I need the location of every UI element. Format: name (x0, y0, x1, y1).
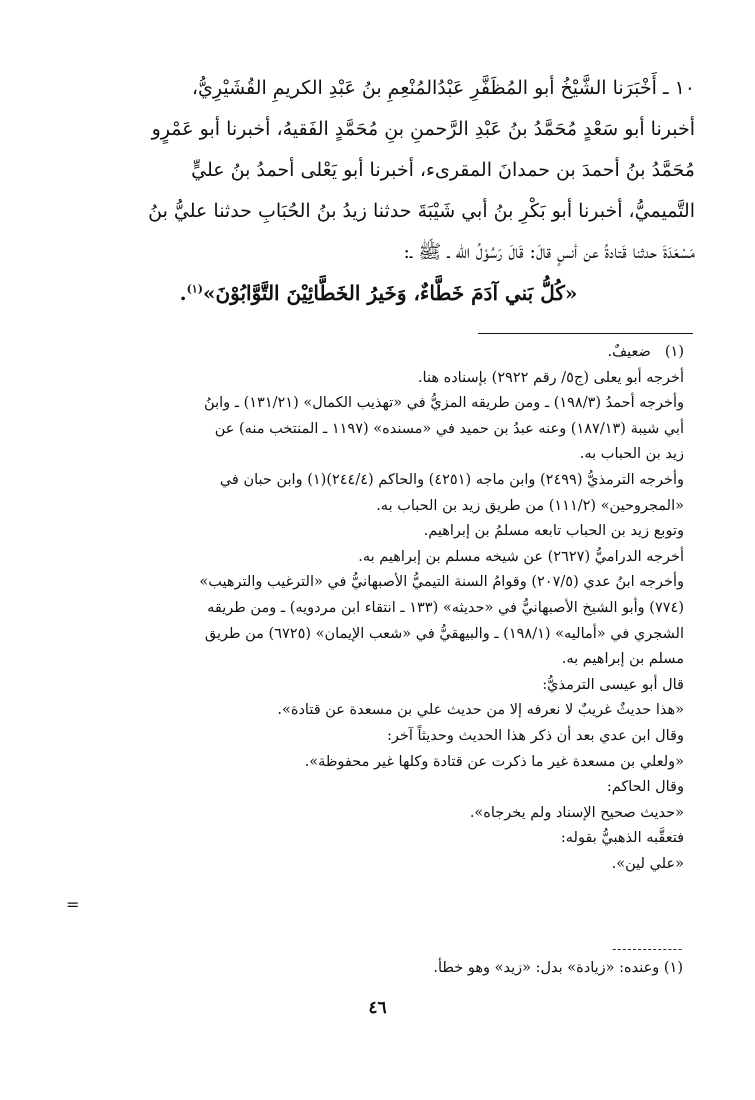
footnote-line: وأخرجه الترمذيُّ (٢٤٩٩) وابن ماجه (٤٢٥١) والحاكم (٢٤٤/٤)(١) وابن حبان في (219, 471, 684, 488)
quote-tirmidhi: «هذا حديثٌ غريبٌ لا نعرفه إلا من حديث علي بن مسعدة عن قتادة». (277, 702, 684, 719)
footnote-line: وقال ابن عدي بعد أن ذكر هذا الحديث وحديثاً آخر: (386, 727, 684, 744)
footnote-grade: ضعيفٌ. (607, 344, 651, 360)
footnote-line: أخرجه أبو يعلى (ج٥/ رقم ٢٩٢٢) بإسناده هنا. (417, 369, 684, 386)
footnote-line: «المجروحين» (١١١/٢) من طريق زيد بن الحباب به. (376, 497, 684, 514)
main-line: مَسْعَدَةَ حدثنا قَتادةُ عن أنسٍ قالَ: قَالَ رَسُوْلُ الله ـ ﷺ ـ: (403, 241, 695, 263)
footnote-line: مسلم بن إبراهيم به. (561, 651, 684, 668)
quote-ibn-adi: «ولعلي بن مسعدة غير ما ذكرت عن قتادة وكلها غير محفوظة». (304, 753, 684, 770)
footnote-marker: (١) (664, 344, 684, 360)
continuation-mark: = (66, 895, 80, 914)
sub-footnote: (١) وعنده: «زيادة» بدل: «زيد» وهو خطأ. (433, 960, 683, 976)
footnote-line: أبي شيبة (١٨٧/١٣) وعنه عبدُ بن حميد في «مسنده» (١١٩٧ ـ المنتخب منه) عن (214, 420, 684, 437)
footnote-line: أخرجه الدراميُّ (٢٦٢٧) عن شيخه مسلم بن إبراهيم به. (358, 548, 684, 565)
footnote-line: زيد بن الحباب به. (579, 446, 684, 463)
footnote-line: قال أبو عيسى الترمذيُّ: (542, 676, 684, 693)
main-line: التَّميميُّ، أخبرنا أبو بَكْرِ بنُ أبي شَيْبَةَ حدثنا زيدُ بنُ الحُبَابِ حدثنا عليُّ بنُ (148, 200, 695, 222)
hadith-quote: «كُلُّ بَني آدَمَ خَطَّاءٌ، وَخَيرُ الخَطَّائِيْنَ التَّوَّابُوْنَ» (202, 281, 578, 305)
footnote-line: (٧٧٤) وأبو الشيخ الأصبهانيُّ في «حديثه» (١٣٣ ـ انتقاء ابن مردويه) ـ ومن طريقه (207, 599, 684, 616)
dashed-separator: -------------- (612, 942, 683, 956)
footnote-line: وأخرجه ابنُ عدي (٢٠٧/٥) وقوامُ السنة التيميُّ الأصبهانيُّ في «الترغيب والترهيب» (199, 574, 684, 591)
footnote-line: وأخرجه أحمدُ (١٩٨/٣) ـ ومن طريقه المزيُّ في «تهذيب الكمال» (١٣١/٢١) ـ وابنُ (204, 395, 684, 412)
main-line: ١٠ ـ أَخْبَرَنا الشَّيْخُ أبو المُظَفَّرِ عَبْدُالمُنْعِمِ بنُ عَبْدِ الكريمِ القُشَيْرِيُّ، (191, 77, 695, 99)
main-line: مُحَمَّدُ بنُ أحمدَ بن حمدانَ المقرىء، أخبرنا أبو يَعْلى أحمدُ بنُ عليٍّ (191, 159, 695, 181)
footnote-separator (478, 333, 693, 334)
footnote-line: فتعقَّبه الذهبيُّ بقوله: (560, 830, 684, 847)
footnotes (72, 340, 684, 877)
hadith-block (62, 68, 695, 314)
footnote-line: وقال الحاكم: (606, 779, 684, 796)
footnote-ref: (١) (186, 282, 203, 296)
page-number: ٤٦ (368, 998, 387, 1018)
footnote-line: وتوبع زيد بن الحباب تابعه مسلمُ بن إبراهيم. (423, 523, 684, 540)
quote-dhahabi: «علي لين». (611, 855, 684, 872)
quote-hakim: «حديث صحيح الإسناد ولم يخرجاه». (469, 804, 684, 821)
main-line: أخبرنا أبو سَعْدٍ مُحَمَّدُ بنُ عَبْدِ الرَّحمنِ بنِ مُحَمَّدٍ الفَقيهُ، أخبرنا أبو عَمْرٍو (151, 118, 695, 140)
footnote-head (72, 340, 684, 366)
footnote-line: الشجري في «أماليه» (١٩٨/١) ـ والبيهقيُّ في «شعب الإيمان» (٦٧٢٥) من طريق (204, 625, 684, 642)
hadith-text: «كُلُّ بَني آدَمَ خَطَّاءٌ، وَخَيرُ الخَطَّائِيْنَ التَّوَّابُوْنَ»$^{(١)}$. (179, 281, 578, 305)
